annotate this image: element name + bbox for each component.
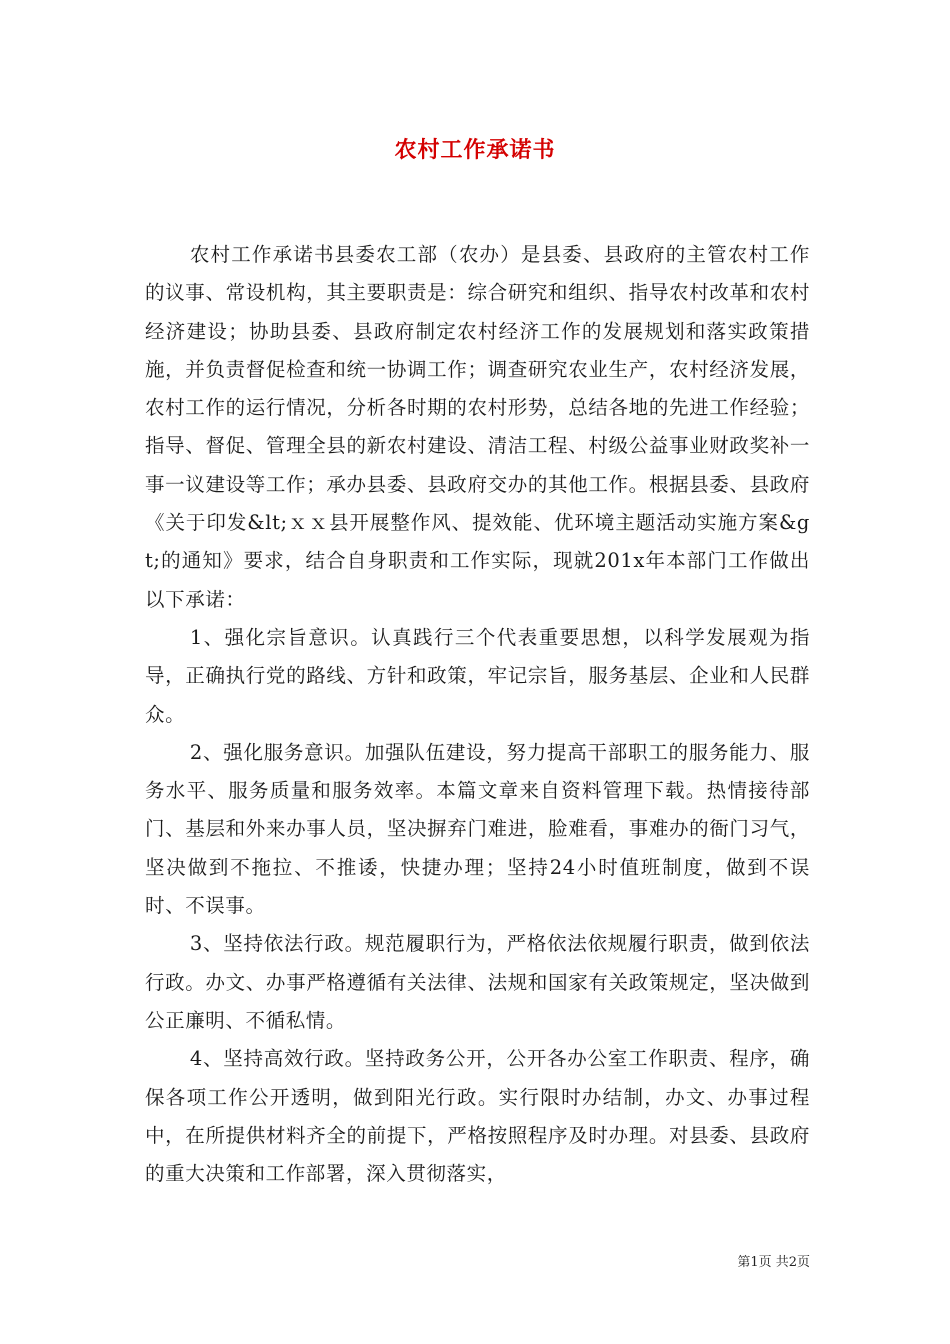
commitment-paragraph-3: 3、坚持依法行政。规范履职行为，严格依法依规履行职责，做到依法行政。办文、办事严格遵循有关法律、法规和国家有关政策规定，坚决做到公正廉明、不循私情。 — [145, 932, 810, 1032]
document-body — [145, 236, 810, 1193]
commitment-paragraph-2: 2、强化服务意识。加强队伍建设，努力提高干部职工的服务能力、服务水平、服务质量和服务效率。本篇文章来自资料管理下载。热情接待部门、基层和外来办事人员，坚决摒弃门难进，脸难看，事难办的衙门习气，坚决做到不拖拉、不推诿，快捷办理；坚持24小时值班制度，做到不误时、不误事。 — [145, 740, 810, 918]
page-number-footer: 第1页 共2页 — [737, 1255, 810, 1270]
intro-paragraph: 农村工作承诺书县委农工部（农办）是县委、县政府的主管农村工作的议事、常设机构，其主要职责是：综合研究和组织、指导农村改革和农村经济建设；协助县委、县政府制定农村经济工作的发展规划和落实政策措施，并负责督促检查和统一协调工作；调查研究农业生产，农村经济发展，农村工作的运行情况，分析各时期的农村形势，总结各地的先进工作经验；指导、督促、管理全县的新农村建设、清洁工程、村级公益事业财政奖补一事一议建设等工作；承办县委、县政府交办的其他工作。根据县委、县政府《关于印发&lt;ｘｘ县开展整作风、提效能、优环境主题活动实施方案&gt;的通知》要求，结合自身职责和工作实际，现就201x年本部门工作做出以下承诺： — [145, 243, 810, 611]
document-title: 农村工作承诺书 — [394, 137, 556, 163]
commitment-paragraph-4: 4、坚持高效行政。坚持政务公开，公开各办公室工作职责、程序，确保各项工作公开透明，做到阳光行政。实行限时办结制，办文、办事过程中，在所提供材料齐全的前提下，严格按照程序及时办理。对县委、县政府的重大决策和工作部署，深入贯彻落实， — [145, 1047, 810, 1186]
commitment-paragraph-1: 1、强化宗旨意识。认真践行三个代表重要思想，以科学发展观为指导，正确执行党的路线、方针和政策，牢记宗旨，服务基层、企业和人民群众。 — [145, 625, 810, 726]
